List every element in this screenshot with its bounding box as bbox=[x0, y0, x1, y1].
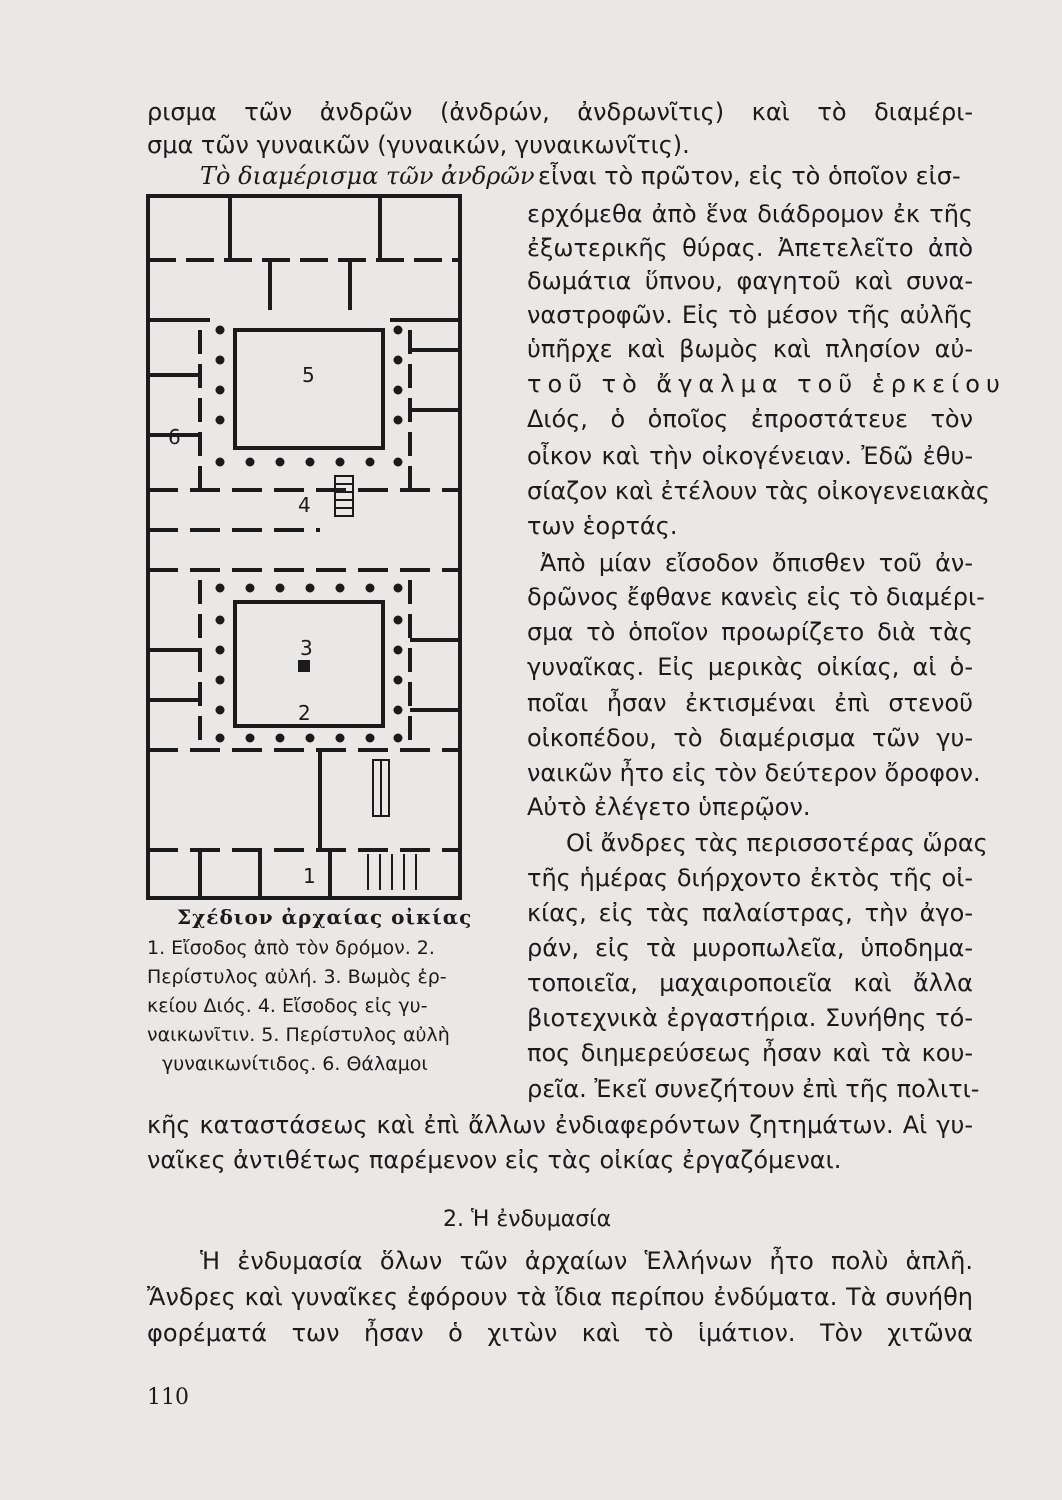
text-line: δωμάτια ὕπνου, φαγητοῦ καὶ συνα- bbox=[527, 267, 973, 295]
column-dot bbox=[394, 458, 403, 467]
column-dot bbox=[246, 734, 255, 743]
plan-label-6: 6 bbox=[168, 425, 181, 449]
column-dot bbox=[216, 356, 225, 365]
upper-courtyard bbox=[235, 330, 383, 448]
column-dot bbox=[276, 584, 285, 593]
text-line: Ἀπὸ μίαν εἴσοδον ὄπισθεν τοῦ ἀν- bbox=[540, 549, 973, 577]
text-line: Αὐτὸ ἐλέγετο ὑπερῷον. bbox=[527, 793, 811, 821]
text-line: ρισμα τῶν ἀνδρῶν (ἀνδρών, ἀνδρωνῖτις) καὶ τὸ διαμέρι- bbox=[147, 98, 973, 126]
text-line: ρεῖα. Ἐκεῖ συνεζήτουν ἐπὶ τῆς πολιτι- bbox=[527, 1075, 980, 1103]
text-line: τῆς ἡμέρας διήρχοντο ἐκτὸς τῆς οἰ- bbox=[527, 864, 973, 892]
text-line: των ἑορτάς. bbox=[527, 512, 678, 540]
column-dot bbox=[216, 458, 225, 467]
text-line: σμα τῶν γυναικῶν (γυναικών, γυναικωνῖτις). bbox=[147, 131, 690, 159]
text-line: πος διημερεύσεως ἦσαν καὶ τὰ κου- bbox=[527, 1039, 973, 1067]
stair-upper bbox=[335, 476, 353, 516]
plan-caption-line: γυναικωνίτιδος. 6. Θάλαμοι bbox=[162, 1053, 428, 1075]
column-dot bbox=[394, 676, 403, 685]
page-number: 110 bbox=[147, 1385, 189, 1410]
column-dot bbox=[394, 386, 403, 395]
column-dot bbox=[394, 646, 403, 655]
column-dot bbox=[216, 676, 225, 685]
column-dot bbox=[394, 706, 403, 715]
column-dot bbox=[216, 584, 225, 593]
column-dot bbox=[394, 356, 403, 365]
text-line: ὑπῆρχε καὶ βωμὸς καὶ πλησίον αὐ- bbox=[527, 335, 973, 363]
column-dot bbox=[216, 386, 225, 395]
entrance-columns bbox=[368, 854, 416, 890]
text-line: ἐξωτερικῆς θύρας. Ἀπετελεῖτο ἀπὸ bbox=[527, 234, 973, 262]
text-line: τοῦ τὸ ἄγαλμα τοῦ ἑρκείου bbox=[527, 370, 1006, 398]
column-dot bbox=[306, 584, 315, 593]
column-dot bbox=[216, 416, 225, 425]
text-line: Διός, ὁ ὁποῖος ἐπροστάτευε τὸν bbox=[527, 405, 973, 433]
text-line: ράν, εἰς τὰ μυροπωλεῖα, ὑποδημα- bbox=[527, 934, 973, 962]
plan-label-3: 3 bbox=[300, 636, 313, 660]
text-line: Ἄνδρες καὶ γυναῖκες ἐφόρουν τὰ ἴδια περίπου ἐνδύματα. Τὰ συνήθη bbox=[147, 1283, 973, 1311]
column-dot bbox=[216, 706, 225, 715]
plan-label-1: 1 bbox=[303, 864, 316, 888]
text-line: ναστροφῶν. Εἰς τὸ μέσον τῆς αὐλῆς bbox=[527, 301, 973, 329]
text-line: σίαζον καὶ ἐτέλουν τὰς οἰκογενειακὰς bbox=[527, 477, 991, 505]
column-dot bbox=[366, 734, 375, 743]
plan-caption-line: Περίστυλος αὐλή. 3. Βωμὸς ἑρ- bbox=[147, 966, 447, 988]
column-dot bbox=[394, 734, 403, 743]
text-line: φορέματά των ἦσαν ὁ χιτὼν καὶ τὸ ἱμάτιον. Τὸν χιτῶνα bbox=[147, 1319, 973, 1347]
column-dot bbox=[246, 458, 255, 467]
text-line: Οἱ ἄνδρες τὰς περισσοτέρας ὥρας bbox=[566, 829, 988, 857]
courtyard-columns bbox=[216, 326, 403, 743]
column-dot bbox=[216, 646, 225, 655]
column-dot bbox=[306, 458, 315, 467]
altar-square bbox=[298, 660, 310, 672]
text-line: γυναῖκας. Εἰς μερικὰς οἰκίας, αἱ ὁ- bbox=[527, 653, 973, 681]
plan-caption-line: κείου Διός. 4. Εἴσοδος εἰς γυ- bbox=[147, 995, 428, 1017]
italic-phrase: Τὸ διαμέρισμα τῶν ἀνδρῶν bbox=[200, 162, 535, 190]
column-dot bbox=[336, 584, 345, 593]
column-dot bbox=[394, 616, 403, 625]
text-line: σμα τὸ ὁποῖον προωρίζετο διὰ τὰς bbox=[527, 618, 973, 646]
column-dot bbox=[366, 458, 375, 467]
plan-caption-line: 1. Εἴσοδος ἀπὸ τὸν δρόμον. 2. bbox=[147, 937, 435, 959]
column-dot bbox=[216, 616, 225, 625]
column-dot bbox=[394, 416, 403, 425]
text-line: κῆς καταστάσεως καὶ ἐπὶ ἄλλων ἐνδιαφερόντων ζητημάτων. Αἱ γυ- bbox=[147, 1111, 973, 1139]
column-dot bbox=[306, 734, 315, 743]
column-dot bbox=[336, 734, 345, 743]
column-dot bbox=[246, 584, 255, 593]
text-line: δρῶνος ἔφθανε κανεὶς εἰς τὸ διαμέρι- bbox=[527, 583, 985, 611]
text-line: εἶναι τὸ πρῶτον, εἰς τὸ ὁποῖον εἰσ- bbox=[538, 162, 961, 190]
column-dot bbox=[276, 734, 285, 743]
stair-lower bbox=[373, 760, 389, 816]
text-line: κίας, εἰς τὰς παλαίστρας, τὴν ἀγο- bbox=[527, 899, 973, 927]
column-dot bbox=[394, 326, 403, 335]
text-line: βιοτεχνικὰ ἐργαστήρια. Συνήθης τό- bbox=[527, 1004, 973, 1032]
column-dot bbox=[394, 584, 403, 593]
text-line: ναῖκες ἀντιθέτως παρέμενον εἰς τὰς οἰκίας ἐργαζόμεναι. bbox=[147, 1146, 842, 1174]
text-line: οἶκον καὶ τὴν οἰκογένειαν. Ἐδῶ ἐθυ- bbox=[527, 442, 973, 470]
plan-label-5: 5 bbox=[302, 363, 315, 387]
text-line: τοποιεῖα, μαχαιροποιεῖα καὶ ἄλλα bbox=[527, 969, 973, 997]
text-line: οἰκοπέδου, τὸ διαμέρισμα τῶν γυ- bbox=[527, 724, 973, 752]
section-heading: 2. Ἡ ἐνδυμασία bbox=[443, 1207, 612, 1232]
house-floor-plan bbox=[140, 190, 480, 906]
column-dot bbox=[336, 458, 345, 467]
text-line-italic bbox=[200, 161, 535, 191]
plan-outer-wall bbox=[148, 196, 460, 898]
column-dot bbox=[216, 326, 225, 335]
text-line: ναικῶν ἦτο εἰς τὸν δεύτερον ὄροφον. bbox=[527, 759, 981, 787]
plan-label-2: 2 bbox=[298, 701, 311, 725]
text-line: ποῖαι ἦσαν ἐκτισμέναι ἐπὶ στενοῦ bbox=[527, 689, 973, 717]
text-line: ερχόμεθα ἀπὸ ἕνα διάδρομον ἐκ τῆς bbox=[527, 200, 973, 228]
column-dot bbox=[216, 734, 225, 743]
stair-frame bbox=[335, 476, 353, 516]
text-line: Ἡ ἐνδυμασία ὅλων τῶν ἀρχαίων Ἑλλήνων ἦτο πολὺ ἁπλῆ. bbox=[200, 1247, 973, 1275]
column-dot bbox=[366, 584, 375, 593]
column-dot bbox=[276, 458, 285, 467]
plan-label-4: 4 bbox=[298, 493, 311, 517]
plan-caption-title: Σχέδιον ἀρχαίας οἰκίας bbox=[177, 905, 473, 929]
plan-caption-line: ναικωνῖτιν. 5. Περίστυλος αὐλὴ bbox=[147, 1024, 450, 1046]
